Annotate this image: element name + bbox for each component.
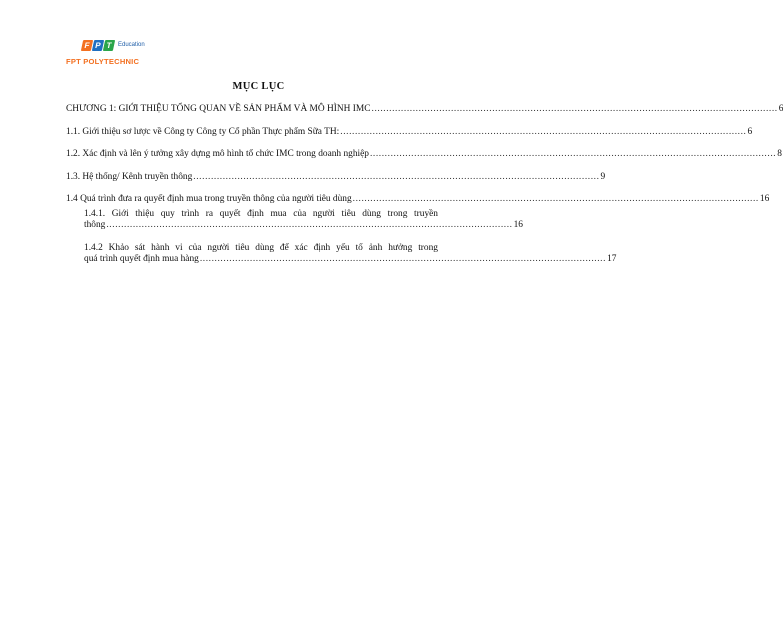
logo-education-label: Education	[118, 42, 145, 48]
toc-entry[interactable]	[66, 149, 782, 161]
toc-title: MỤC LỤC	[232, 81, 285, 92]
toc-subentry[interactable]	[84, 242, 617, 266]
toc-entry-text: 1.3. Hệ thống/ Kênh truyền thông	[66, 171, 193, 182]
toc-subentry[interactable]	[84, 208, 523, 232]
toc-page-number: 9	[600, 171, 606, 182]
toc-page-number: 6	[778, 104, 783, 114]
toc-entry-text: 1.1. Giới thiệu sơ lược về Công ty Công ty Cổ phần Thực phẩm Sữa TH:	[66, 126, 340, 137]
toc-entry[interactable]	[66, 171, 606, 184]
toc-subentry-text-line2: thông	[84, 220, 106, 230]
toc-leader-dots: ..........................................................................................................................................	[193, 171, 600, 182]
toc-entry[interactable]	[66, 194, 770, 206]
logo-mark-t: T	[103, 40, 115, 51]
toc-leader-dots: ..........................................................................................................................................	[369, 149, 777, 159]
logo-school-name: FPT POLYTECHNIC	[66, 57, 140, 66]
toc-leader-dots: ..........................................................................................................................................	[199, 254, 607, 264]
toc-page-number: 8	[777, 149, 782, 159]
table-of-contents	[66, 104, 783, 277]
toc-leader-dots: ..........................................................................................................................................	[371, 104, 778, 114]
fpt-logo-icon	[82, 40, 114, 53]
toc-entry-text: CHƯƠNG 1: GIỚI THIỆU TỔNG QUAN VỀ SẢN PHẨM VÀ MÔ HÌNH IMC	[66, 104, 371, 114]
toc-entry[interactable]	[66, 104, 783, 116]
fpt-polytechnic-logo	[66, 40, 156, 72]
logo-mark-f: F	[81, 40, 93, 51]
toc-entry-text: 1.4 Quá trình đưa ra quyết định mua trong truyền thông của người tiêu dùng	[66, 194, 352, 204]
toc-subentry-text-line1: 1.4.2 Khảo sát hành vi của người tiêu dùng để xác định yếu tố ảnh hưởng trong	[84, 242, 438, 253]
toc-subentry-text-line2: quá trình quyết định mua hàng	[84, 254, 199, 264]
toc-subentry-text-line1: 1.4.1. Giới thiệu quy trình ra quyết định mua của người tiêu dùng trong truyền	[84, 208, 438, 219]
toc-leader-dots: ..........................................................................................................................................	[340, 126, 747, 137]
toc-page-number: 17	[607, 254, 617, 264]
toc-leader-dots: ..........................................................................................................................................	[106, 220, 513, 230]
logo-mark-p: P	[92, 40, 104, 51]
toc-page-number: 16	[513, 220, 523, 230]
toc-entry-text: 1.2. Xác định và lên ý tưởng xây dựng mô hình tổ chức IMC trong doanh nghiệp	[66, 149, 369, 159]
toc-page-number: 6	[747, 126, 753, 137]
toc-entry[interactable]	[66, 126, 753, 139]
toc-leader-dots: ..........................................................................................................................................	[352, 194, 759, 204]
toc-page-number: 16	[759, 194, 770, 204]
